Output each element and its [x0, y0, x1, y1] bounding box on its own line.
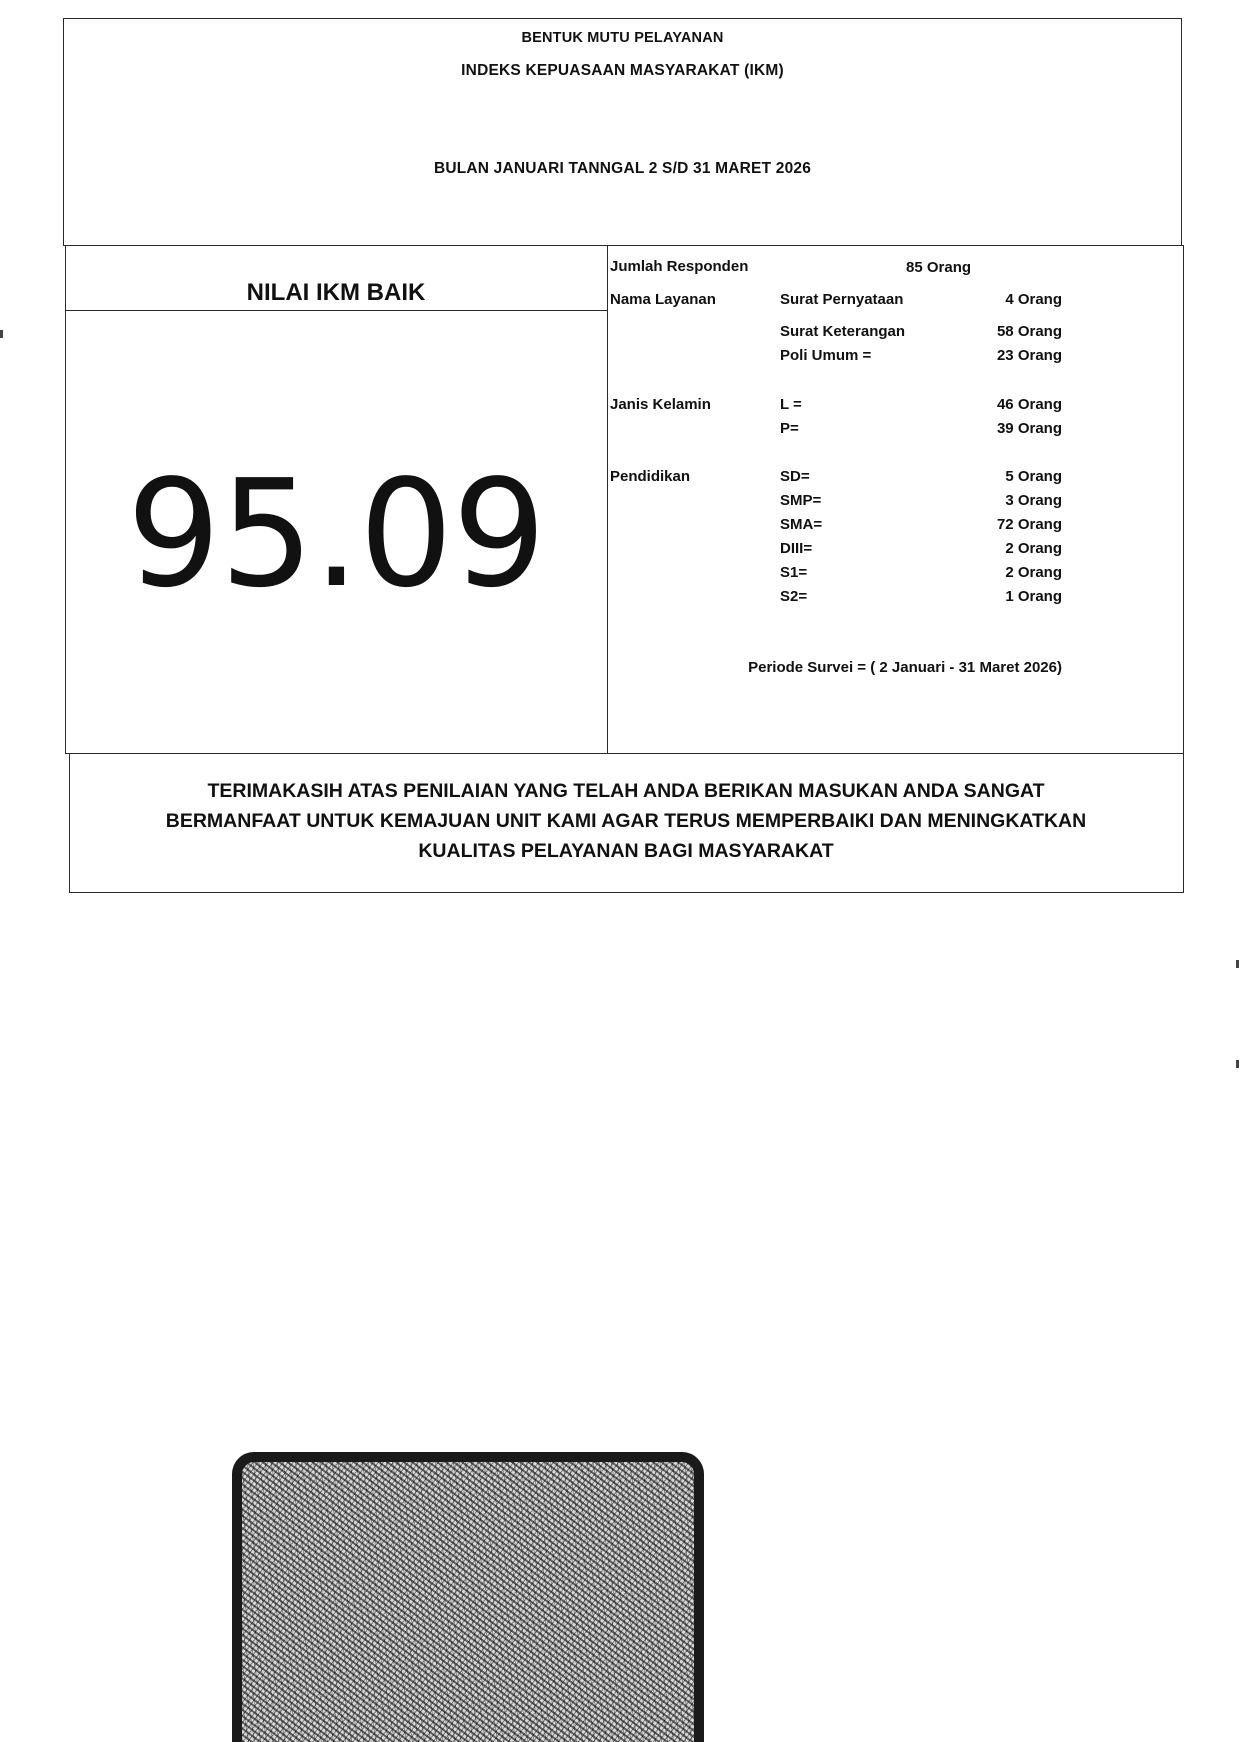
layanan-label: Nama Layanan: [610, 291, 716, 308]
column-divider: [607, 246, 608, 754]
layanan-name: Surat Keterangan: [780, 323, 906, 340]
pendidikan-label: Pendidikan: [610, 468, 691, 485]
scan-edge-mark: [0, 330, 3, 338]
pendidikan-value: 3 Orang: [1005, 492, 1062, 509]
pendidikan-value: 5 Orang: [1005, 468, 1062, 485]
layanan-value: 58 Orang: [996, 323, 1062, 340]
header-period: BULAN JANUARI TANNGAL 2 S/D 31 MARET 2026: [433, 160, 812, 177]
scan-edge-mark: [1236, 1060, 1239, 1068]
pendidikan-name: S2=: [780, 588, 808, 605]
score-label-divider: [65, 310, 607, 311]
pendidikan-value: 2 Orang: [1005, 564, 1062, 581]
pendidikan-value: 2 Orang: [1005, 540, 1062, 557]
header-title: BENTUK MUTU PELAYANAN: [521, 30, 724, 46]
scan-stamp-pattern: [232, 1452, 704, 1742]
kelamin-name: L =: [780, 396, 802, 413]
thank-you-message: [70, 776, 1182, 866]
pendidikan-value: 72 Orang: [996, 516, 1062, 533]
score-label: NILAI IKM BAIK: [246, 279, 426, 306]
layanan-value: 23 Orang: [996, 347, 1062, 364]
kelamin-name: P=: [780, 420, 799, 437]
pendidikan-name: S1=: [780, 564, 808, 581]
scan-edge-mark: [1236, 960, 1239, 968]
score-value: 95.09: [126, 448, 546, 620]
thank-you-line: BERMANFAAT UNTUK KEMAJUAN UNIT KAMI AGAR TERUS MEMPERBAIKI DAN MENINGKATKAN: [165, 810, 1087, 832]
layanan-name: Poli Umum =: [780, 347, 872, 364]
responden-label: Jumlah Responden: [610, 258, 749, 275]
responden-value: 85 Orang: [906, 259, 972, 276]
pendidikan-name: SD=: [780, 468, 810, 485]
pendidikan-value: 1 Orang: [1005, 588, 1062, 605]
header-subtitle: INDEKS KEPUASAAN MASYARAKAT (IKM): [461, 62, 784, 79]
thank-you-line: TERIMAKASIH ATAS PENILAIAN YANG TELAH ANDA BERIKAN MASUKAN ANDA SANGAT: [207, 780, 1045, 802]
pendidikan-name: SMP=: [780, 492, 822, 509]
survey-period: Periode Survei = ( 2 Januari - 31 Maret 2026): [748, 659, 1062, 676]
layanan-value: 4 Orang: [1005, 291, 1062, 308]
kelamin-value: 39 Orang: [996, 420, 1062, 437]
layanan-name: Surat Pernyataan: [780, 291, 904, 308]
thank-you-line: KUALITAS PELAYANAN BAGI MASYARAKAT: [418, 840, 834, 862]
pendidikan-name: DIII=: [780, 540, 813, 557]
kelamin-label: Janis Kelamin: [610, 396, 711, 413]
pendidikan-name: SMA=: [780, 516, 823, 533]
kelamin-value: 46 Orang: [996, 396, 1062, 413]
header-box: [63, 18, 1182, 246]
